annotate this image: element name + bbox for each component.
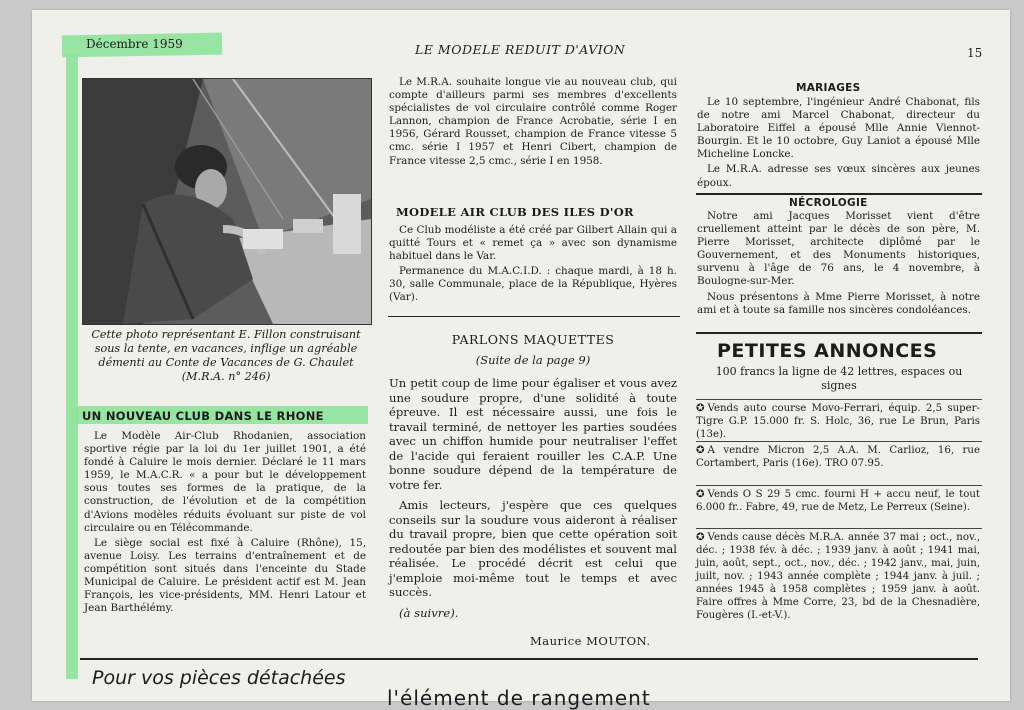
ad-divider <box>696 399 982 400</box>
classified-ad <box>696 531 980 622</box>
article-paragraph: Le Modèle Air-Club Rhodanien, association sportive régie par la loi du 1er juillet 1901, a été fondé à Caluire le mois dernier. Déclaré le 11 mars 1959, le M.A.C.R. « a pour but le développement sous toutes ses formes de la pratique, de la construction, de l'évolution et de la compétition d'Avions modèles réduits évoluant sur piste de vol circulaire ou en Télécommande. <box>84 430 366 534</box>
headline-nouveau-club: UN NOUVEAU CLUB DANS LE RHONE <box>82 409 324 423</box>
headline-petites-annonces: PETITES ANNONCES <box>717 340 938 362</box>
article-iles-body <box>389 224 677 307</box>
photo-image <box>83 79 371 324</box>
author-signature: Maurice MOUTON. <box>530 634 651 648</box>
star-bullet-icon: ✪ <box>696 532 705 543</box>
classified-ad <box>696 402 980 441</box>
article-paragraph: Ce Club modéliste a été créé par Gilbert Allain qui a quitté Tours et « remet ça » avec son dynamisme habituel dans le Var. <box>389 224 677 263</box>
ad-divider <box>696 528 982 529</box>
ad-divider <box>696 441 982 442</box>
mariages-body <box>697 96 980 192</box>
ad-text: Vends O S 29 5 cmc. fourni H + accu neuf, le tout 6.000 fr.. Fabre, 49, rue de Metz, Le Perreux (Seine). <box>696 489 980 513</box>
necrologie-body <box>697 210 980 319</box>
issue-date: Décembre 1959 <box>86 37 183 51</box>
article-paragraph: Nous présentons à Mme Pierre Morisset, à notre ami et à toute sa famille nos sincères condoléances. <box>697 290 980 316</box>
ad-text: A vendre Micron 2,5 A.A. M. Carlioz, 16, rue Cortambert, Paris (16e). TRO 07.95. <box>696 445 980 469</box>
headline-iles-dor: MODELE AIR CLUB DES ILES D'OR <box>396 205 634 219</box>
page-bottom-rule <box>80 658 978 660</box>
headline-mariages: MARIAGES <box>796 82 861 94</box>
article-paragraph: Amis lecteurs, j'espère que ces quelques conseils sur la soudure vous aideront à réaliser du travail propre, bien que cette opération soit redoutée par bien des modélistes et souvent mal réalisée. Le procédé décrit est celui que j'emploie moi-même tout le temps et avec succès. <box>389 498 677 599</box>
continued-note: (à suivre). <box>399 605 459 620</box>
section-divider <box>696 332 982 334</box>
headline-parlons-maquettes: PARLONS MAQUETTES <box>451 332 615 347</box>
classified-ad <box>696 488 980 514</box>
annonces-rate: 100 francs la ligne de 42 lettres, espaces ou signes <box>715 365 963 392</box>
mra-intro-body <box>389 76 677 170</box>
highlight-margin-strip <box>66 54 78 679</box>
magazine-page <box>32 10 1010 710</box>
footer-ad-left: Pour vos pièces détachées <box>92 667 346 689</box>
article-maquettes-body <box>389 376 677 622</box>
subhead-suite: (Suite de la page 9) <box>475 353 591 367</box>
article-rhone-body <box>84 430 366 617</box>
ad-text: Vends cause décès M.R.A. année 37 mai ; oct., nov., déc. ; 1938 fév. à déc. ; 1939 janv. à août ; 1941 mai, juin, août, sept., oct., nov., déc. ; 1942 janv., mai, juin, juilt, nov. ; 1943 année complète ; 1944 janv. à juil. ; années 1945 à 1958 complètes ; 1959 janv. à août. Faire offres à Mme Corre, 23, bd de la Chesnadière, Fougères (I.-et-V.). <box>696 532 980 621</box>
article-paragraph: Un petit coup de lime pour égaliser et vous avez une soudure propre, d'une solidité à toute épreuve. Il est nécessaire aussi, une fois le travail terminé, de nettoyer les parties soudées avec un chiffon humide pour neutraliser l'effet de l'acide qui feraient rouiller les C.A.P. Une bonne soudure dépend de la température de votre fer. <box>389 376 677 492</box>
article-paragraph: Permanence du M.A.C.I.D. : chaque mardi, à 18 h. 30, salle Communale, place de la République, Hyères (Var). <box>389 265 677 304</box>
article-paragraph: Notre ami Jacques Morisset vient d'être cruellement atteint par le décès de son père, M. Pierre Morisset, architecte diplômé par le Gouvernement, et des Monuments historiques, survenu à l'âge de 76 ans, le 4 novembre, à Boulogne-sur-Mer. <box>697 210 980 288</box>
article-paragraph: Le M.R.A. souhaite longue vie au nouveau club, qui compte d'ailleurs parmi ses membres d'excellents spécialistes de vol circulaire contrôlé comme Roger Lannon, champion de France Acrobatie, série I en 1956, Gérard Rousset, champion de France vitesse 5 cmc. série I 1957 et Henri Cibert, champion de France vitesse 2,5 cmc., série I en 1958. <box>389 76 677 167</box>
section-divider <box>696 193 982 195</box>
running-head: LE MODELE REDUIT D'AVION <box>415 42 626 57</box>
ad-text: Vends auto course Movo-Ferrari, équip. 2,5 super-Tigre G.P. 15.000 fr. S. Holc, 36, rue Le Brun, Paris (13e). <box>696 403 980 440</box>
classified-ad <box>696 444 980 470</box>
article-paragraph: Le siège social est fixé à Caluire (Rhône), 15, avenue Loisy. Les terrains d'entraînement et de compétition sont situés dans l'enceinte du Stade Municipal de Caluire. Le président actif est M. Jean François, les vice-présidents, MM. Henri Latour et Jean Barthélémy. <box>84 536 366 615</box>
star-bullet-icon: ✪ <box>696 403 705 414</box>
star-bullet-icon: ✪ <box>696 445 705 456</box>
page-number: 15 <box>967 46 983 60</box>
ad-divider <box>696 485 982 486</box>
star-bullet-icon: ✪ <box>696 489 705 500</box>
article-paragraph: Le 10 septembre, l'ingénieur André Chabonat, fils de notre ami Marcel Chabonat, directeur du Laboratoire Eiffel a épousé Mlle Annie Viennot-Bourgin. Et le 10 octobre, Guy Laniot a épousé Mlle Micheline Loncke. <box>697 96 980 161</box>
photo-caption: Cette photo représentant E. Fillon construisant sous la tente, en vacances, inflige un agréable démenti au Conte de Vacances de G. Chaulet (M.R.A. n° 246) <box>91 328 361 383</box>
column-divider <box>388 316 680 317</box>
headline-necrologie: NÉCROLOGIE <box>789 197 868 209</box>
footer-ad-right: l'élément de rangement <box>387 686 651 710</box>
photo-man-in-tent <box>82 78 372 325</box>
article-paragraph: Le M.R.A. adresse ses vœux sincères aux jeunes époux. <box>697 163 980 189</box>
